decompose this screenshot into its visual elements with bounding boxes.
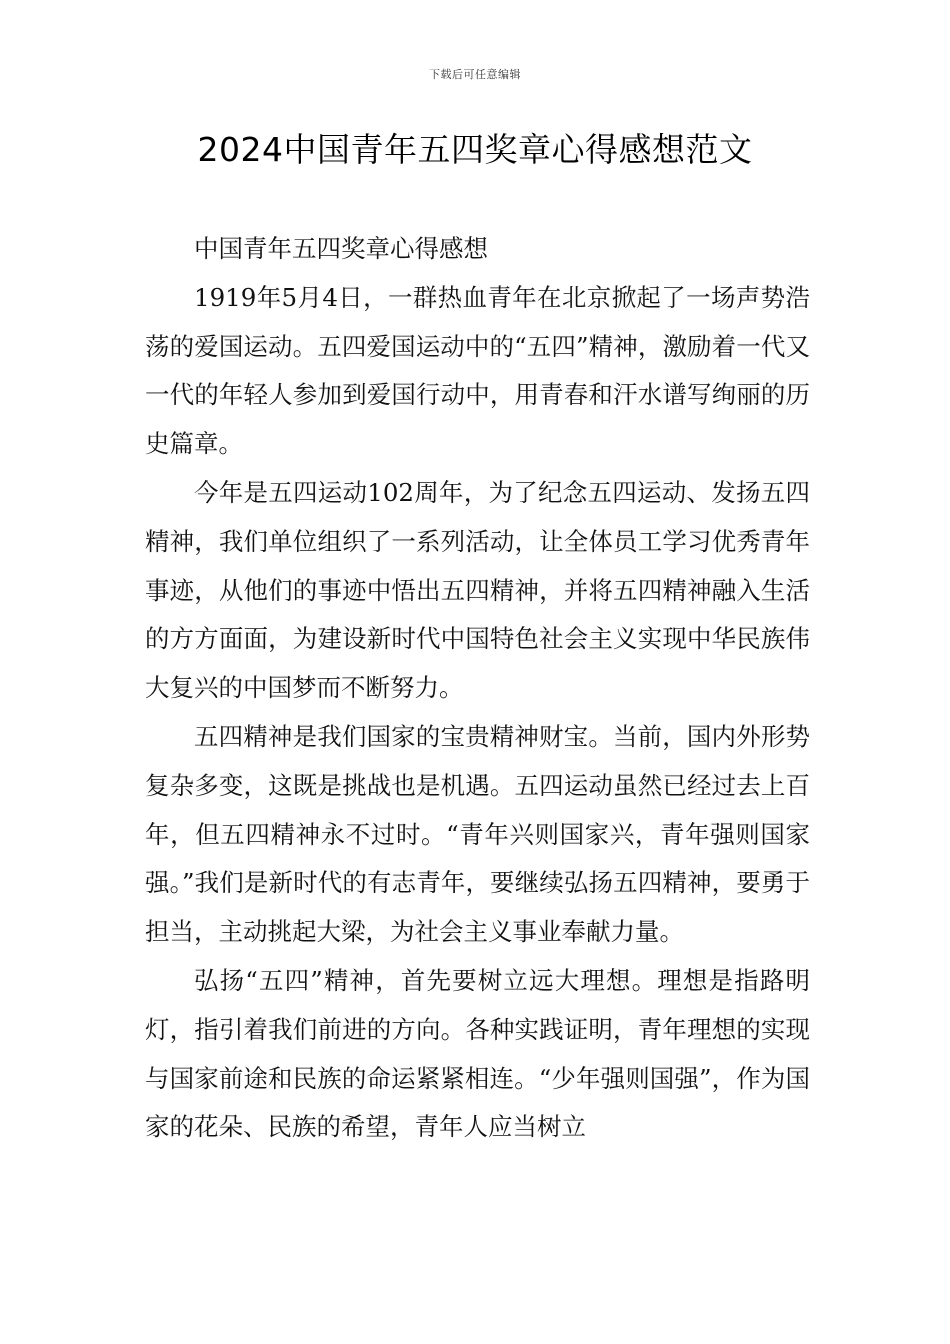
document-title: 2024中国青年五四奖章心得感想范文: [197, 130, 753, 169]
document-body: [145, 225, 810, 1152]
body-paragraph: 1919年5月4日，一群热血青年在北京掀起了一场声势浩荡的爱国运动。五四爱国运动中的“五四”精神，激励着一代又一代的年轻人参加到爱国行动中，用青春和汗水谱写绚丽的历史篇章。: [145, 282, 810, 459]
body-paragraph: 今年是五四运动102周年，为了纪念五四运动、发扬五四精神，我们单位组织了一系列活动，让全体员工学习优秀青年事迹，从他们的事迹中悟出五四精神，并将五四精神融入生活的方方面面，为建设新时代中国特色社会主义实现中华民族伟大复兴的中国梦而不断努力。: [145, 477, 810, 703]
body-paragraph: 弘扬“五四”精神，首先要树立远大理想。理想是指路明灯，指引着我们前进的方向。各种实践证明，青年理想的实现与国家前途和民族的命运紧紧相连。“少年强则国强”，作为国家的花朵、民族的希望，青年人应当树立: [145, 965, 810, 1142]
header-note: 下载后可任意编辑: [429, 68, 521, 81]
body-paragraph: 五四精神是我们国家的宝贵精神财宝。当前，国内外形势复杂多变，这既是挑战也是机遇。五四运动虽然已经过去上百年，但五四精神永不过时。“青年兴则国家兴，青年强则国家强。”我们是新时代的有志青年，要继续弘扬五四精神，要勇于担当，主动挑起大梁，为社会主义事业奉献力量。: [145, 721, 810, 947]
subtitle-paragraph: 中国青年五四奖章心得感想: [194, 234, 488, 263]
